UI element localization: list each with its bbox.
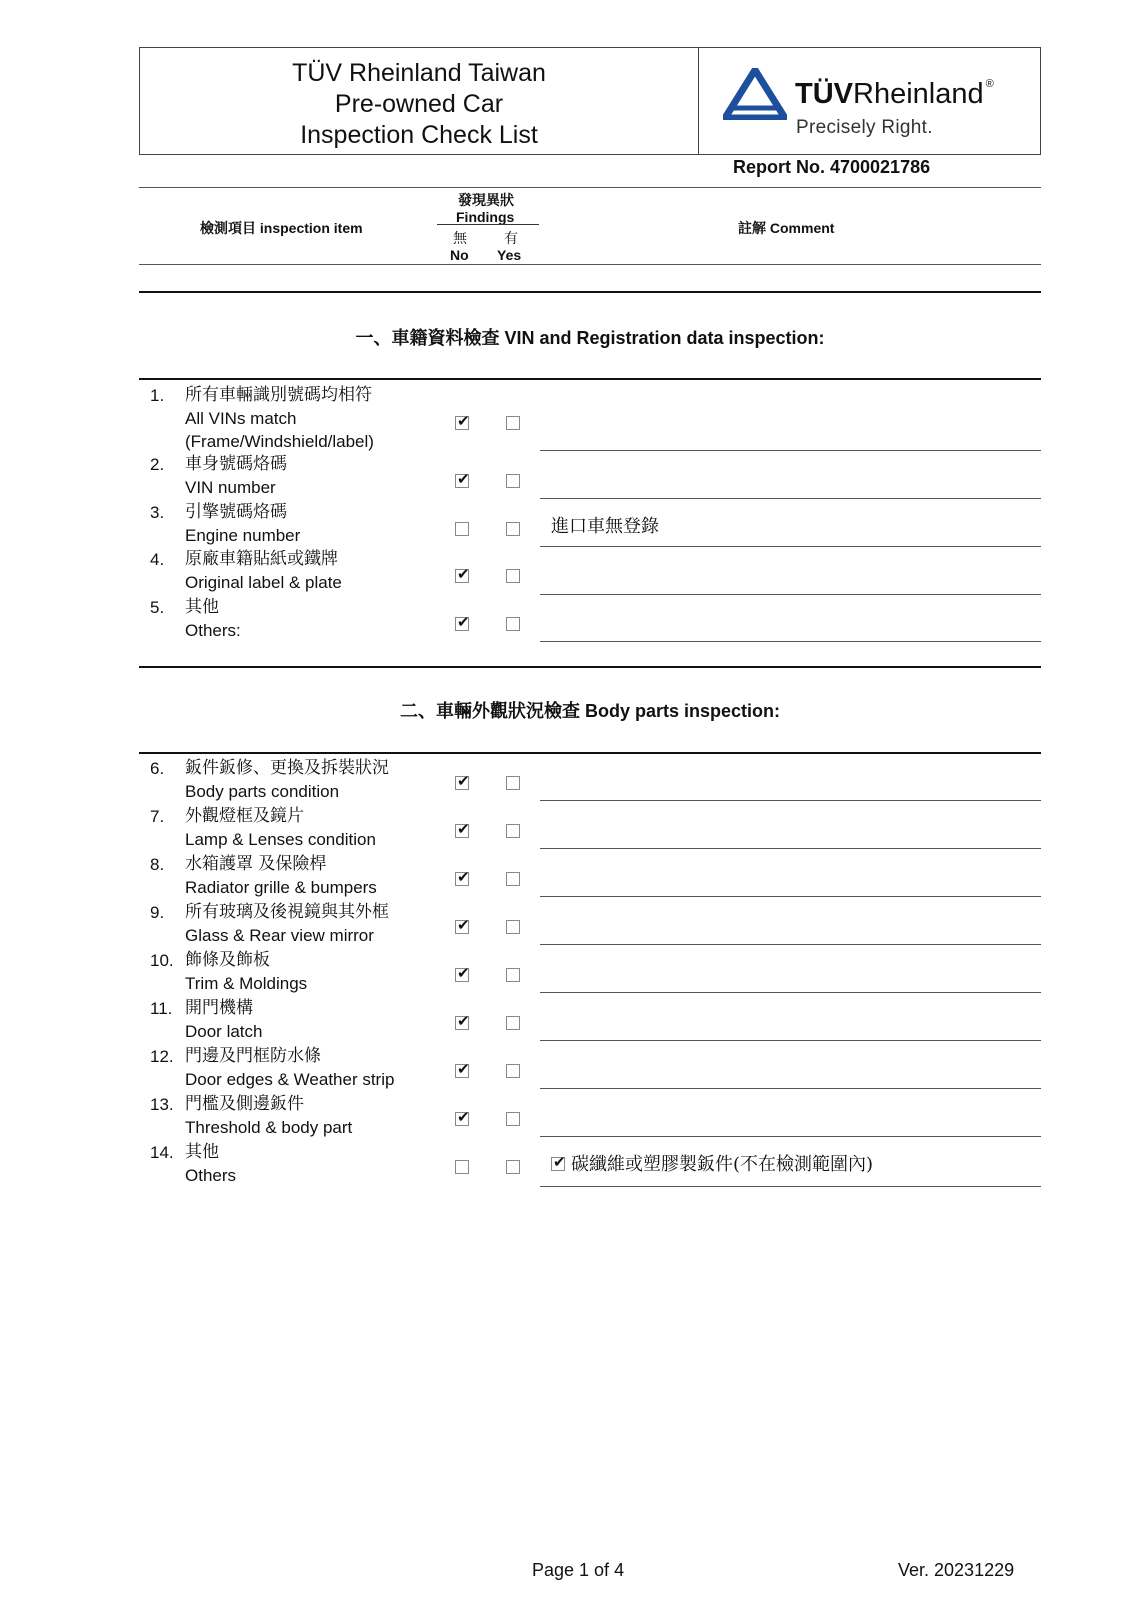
check-mark-icon: ✔ (457, 565, 470, 583)
item-label-en: Others: (185, 621, 241, 640)
finding-no-checkbox[interactable] (455, 868, 470, 886)
item-label (185, 805, 376, 851)
finding-no-checkbox[interactable] (455, 916, 470, 934)
item-label-en: Trim & Moldings (185, 974, 308, 993)
finding-no-checkbox[interactable] (455, 613, 470, 631)
comment-line (540, 944, 1041, 945)
finding-no-checkbox[interactable] (455, 1108, 470, 1126)
check-mark-icon: ✔ (457, 820, 470, 838)
item-label-zh: 外觀燈框及鏡片 (185, 806, 304, 826)
item-label-en: Engine number (185, 526, 301, 545)
section-1-title: 一、車籍資料檢查 VIN and Registration data inspection: (355, 328, 825, 348)
item-label (185, 949, 307, 995)
item-number: 4. (150, 550, 165, 569)
item-label (185, 596, 241, 642)
comment-text (551, 1150, 873, 1176)
check-mark-icon: ✔ (457, 1108, 470, 1126)
finding-yes-checkbox[interactable] (506, 1112, 520, 1126)
check-mark-icon: ✔ (457, 964, 470, 982)
check-mark-icon: ✔ (457, 613, 470, 631)
item-label-zh: 原廠車籍貼紙或鐵牌 (185, 549, 338, 569)
item-number: 9. (150, 903, 165, 922)
comment-value: 碳纖維或塑膠製鈑件(不在檢測範圍內) (571, 1154, 874, 1175)
item-label (185, 757, 389, 803)
item-number: 14. (150, 1143, 174, 1162)
item-label-en: Lamp & Lenses condition (185, 830, 376, 849)
finding-yes-checkbox[interactable] (506, 1064, 520, 1078)
comment-line (540, 594, 1041, 595)
item-label-zh: 飾條及飾板 (185, 950, 270, 970)
finding-yes-checkbox[interactable] (506, 968, 520, 982)
finding-no-checkbox[interactable] (455, 522, 469, 536)
column-yes-zh: 有 (504, 230, 518, 246)
finding-yes-checkbox[interactable] (506, 416, 520, 430)
finding-no-checkbox[interactable] (455, 772, 470, 790)
item-label (185, 453, 287, 499)
finding-yes-checkbox[interactable] (506, 824, 520, 838)
column-comment: 註解 Comment (738, 220, 835, 236)
check-mark-icon: ✔ (457, 868, 470, 886)
item-label (185, 384, 374, 453)
comment-line (540, 546, 1041, 547)
check-mark-icon: ✔ (457, 412, 470, 430)
item-label (185, 1045, 394, 1091)
finding-no-checkbox[interactable] (455, 565, 470, 583)
finding-yes-checkbox[interactable] (506, 872, 520, 886)
item-label-en: VIN number (185, 478, 276, 497)
finding-yes-checkbox[interactable] (506, 1160, 520, 1174)
comment-value: 進口車無登錄 (551, 516, 659, 537)
item-label-zh: 鈑件鈑修、更換及拆裝狀況 (185, 758, 389, 778)
item-label-zh: 所有玻璃及後視鏡與其外框 (185, 902, 389, 922)
finding-yes-checkbox[interactable] (506, 474, 520, 488)
column-no-zh: 無 (453, 230, 467, 246)
finding-no-checkbox[interactable] (455, 1060, 470, 1078)
comment-line (540, 992, 1041, 993)
title-line-2: Pre-owned Car (334, 90, 504, 118)
column-findings-zh: 發現異狀 (458, 192, 514, 208)
item-number: 13. (150, 1095, 174, 1114)
comment-line (540, 1088, 1041, 1089)
comment-line (540, 1186, 1041, 1187)
title-line-1: TÜV Rheinland Taiwan (292, 59, 546, 87)
item-number: 12. (150, 1047, 174, 1066)
item-number: 10. (150, 951, 174, 970)
comment-line (540, 896, 1041, 897)
header-box (139, 47, 1041, 155)
comment-line (540, 450, 1041, 451)
item-label (185, 501, 300, 547)
item-label (185, 997, 262, 1043)
findings-underline (437, 224, 539, 225)
check-mark-icon: ✔ (553, 1153, 566, 1171)
item-label-en: Glass & Rear view mirror (185, 926, 374, 945)
logo-tagline: Precisely Right. (796, 117, 933, 138)
logo-brand-rest: Rheinland (853, 78, 984, 110)
registered-mark: ® (985, 78, 994, 90)
title-line-3: Inspection Check List (300, 121, 538, 149)
item-label-zh: 引擎號碼烙碼 (185, 502, 287, 522)
column-no-en: No (450, 247, 469, 263)
item-number: 1. (150, 386, 165, 405)
comment-line (540, 1040, 1041, 1041)
column-header-top-rule (139, 187, 1041, 188)
column-header-bottom-rule (139, 264, 1041, 265)
check-mark-icon: ✔ (457, 1012, 470, 1030)
column-findings-en: Findings (456, 209, 515, 225)
check-mark-icon: ✔ (457, 1060, 470, 1078)
comment-checkbox[interactable] (551, 1153, 566, 1171)
item-number: 3. (150, 503, 165, 522)
finding-yes-checkbox[interactable] (506, 617, 520, 631)
item-label-en: Radiator grille & bumpers (185, 878, 377, 897)
comment-line (540, 641, 1041, 642)
comment-line (540, 848, 1041, 849)
tuv-triangle-icon (723, 68, 787, 120)
item-label-zh: 所有車輛識別號碼均相符 (185, 385, 372, 405)
item-label-zh: 車身號碼烙碼 (185, 454, 287, 474)
item-label-zh: 其他 (185, 1142, 219, 1162)
check-mark-icon: ✔ (457, 916, 470, 934)
finding-no-checkbox[interactable] (455, 964, 470, 982)
finding-yes-checkbox[interactable] (506, 776, 520, 790)
item-label-en: Door edges & Weather strip (185, 1070, 395, 1089)
finding-yes-checkbox[interactable] (506, 522, 520, 536)
report-number: Report No. 4700021786 (733, 157, 931, 177)
item-label-zh: 門邊及門框防水條 (185, 1046, 321, 1066)
item-label (185, 548, 342, 594)
item-label-en: All VINs match (185, 409, 297, 428)
item-label-en-2: (Frame/Windshield/label) (185, 432, 374, 451)
item-label-en: Original label & plate (185, 573, 342, 592)
comment-line (540, 1136, 1041, 1137)
section-2-header-rule (139, 752, 1041, 754)
comment-line (540, 800, 1041, 801)
comment-line (540, 498, 1041, 499)
item-label-zh: 門檻及側邊鈑件 (185, 1094, 304, 1114)
item-number: 6. (150, 759, 165, 778)
item-label-zh: 其他 (185, 597, 219, 617)
section-1-header-rule (139, 378, 1041, 380)
item-label-en: Door latch (185, 1022, 263, 1041)
section-2-title: 二、車輛外觀狀況檢查 Body parts inspection: (399, 701, 781, 721)
item-label (185, 853, 377, 899)
tuv-logo (723, 64, 1033, 144)
item-label (185, 1093, 352, 1139)
section-1-bottom-rule (139, 666, 1041, 668)
item-label-en: Body parts condition (185, 782, 340, 801)
finding-no-checkbox[interactable] (455, 1012, 470, 1030)
document-title (140, 58, 698, 151)
page-number: Page 1 of 4 (532, 1560, 625, 1580)
check-mark-icon: ✔ (457, 772, 470, 790)
item-label (185, 901, 389, 947)
item-label (185, 1141, 236, 1187)
header-divider (698, 48, 699, 154)
column-yes-en: Yes (497, 247, 522, 263)
check-mark-icon: ✔ (457, 470, 470, 488)
finding-no-checkbox[interactable] (455, 820, 470, 838)
logo-brand-bold: TÜV (795, 78, 853, 110)
item-number: 2. (150, 455, 165, 474)
finding-no-checkbox[interactable] (455, 412, 470, 430)
item-label-zh: 開門機構 (185, 998, 253, 1018)
version-label: Ver. 20231229 (898, 1560, 1015, 1580)
item-label-en: Threshold & body part (185, 1118, 353, 1137)
logo-wordmark (795, 78, 994, 111)
finding-yes-checkbox[interactable] (506, 1016, 520, 1030)
finding-no-checkbox[interactable] (455, 470, 470, 488)
finding-no-checkbox[interactable] (455, 1160, 469, 1174)
item-label-en: Others (185, 1166, 237, 1185)
finding-yes-checkbox[interactable] (506, 569, 520, 583)
item-label-zh: 水箱護罩 及保險桿 (185, 854, 327, 874)
finding-yes-checkbox[interactable] (506, 920, 520, 934)
section-1-top-rule (139, 291, 1041, 293)
item-number: 8. (150, 855, 165, 874)
column-inspection-item: 檢測項目 inspection item (200, 220, 363, 236)
item-number: 5. (150, 598, 165, 617)
item-number: 11. (150, 999, 173, 1018)
item-number: 7. (150, 807, 165, 826)
comment-text (551, 512, 659, 538)
